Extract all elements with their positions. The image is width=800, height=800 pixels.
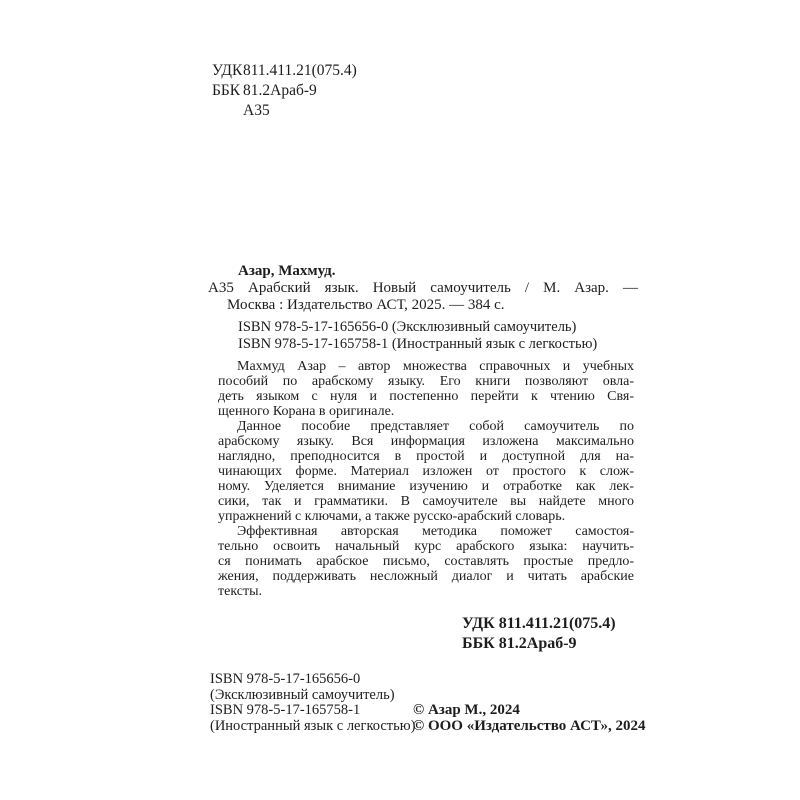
bbk-label: ББК [212, 82, 241, 99]
bbk-row [212, 81, 357, 101]
annotation-p2-line: наглядно, преподносится в простой и доступной для на- [218, 449, 634, 464]
annotation-p1-line: щенного Корана в оригинале. [218, 404, 395, 419]
udk-row [212, 61, 357, 81]
bottom-udk: УДК 811.411.21(075.4) [462, 615, 616, 632]
annotation-p3-line: жения, поддерживать несложный диалог и читать арабские [218, 569, 634, 584]
annotation-p2-line: Данное пособие представляет собой самоучитель по [237, 419, 634, 434]
bbk-value: 81.2Араб-9 [243, 82, 317, 99]
annotation-p2-line: ному. Уделяется внимание изучению и отработке как лек- [218, 479, 634, 494]
annotation-block [218, 359, 634, 599]
top-classification-block [212, 61, 357, 121]
bottom-classification-block [462, 614, 616, 653]
copyright-publisher: © ООО «Издательство АСТ», 2024 [413, 717, 646, 734]
annotation-p1-line: Махмуд Азар – автор множества справочных и учебных [237, 359, 634, 374]
author-code: А35 [243, 102, 270, 119]
annotation-p2-line: арабскому языку. Вся информация изложена максимально [218, 434, 634, 449]
udk-value: 811.411.21(075.4) [243, 62, 357, 79]
imprint-isbn-2: ISBN 978-5-17-165758-1 [210, 702, 361, 719]
author-code-row [212, 101, 357, 121]
annotation-p3-line: ся понимать арабское письмо, составлять простые предло- [218, 554, 634, 569]
annotation-p3-line: тельно освоить начальный курс арабского языка: научить- [218, 539, 634, 554]
catalog-title-line-1: Арабский язык. Новый самоучитель / М. Азар. — [248, 280, 638, 296]
imprint-copyright-block [413, 703, 646, 734]
annotation-p3-line: Эффективная авторская методика поможет самостоя- [237, 524, 634, 539]
annotation-p1-line: деть языком с нуля и постепенно перейти к чтению Свя- [218, 389, 634, 404]
annotation-p2-line: сики, так и грамматики. В самоучителе вы найдете много [218, 494, 634, 509]
catalog-author-code: А35 [208, 280, 234, 296]
udk-label: УДК [212, 62, 243, 79]
annotation-p1-line: пособий по арабскому языку. Его книги позволяют овла- [218, 374, 634, 389]
imprint-isbn-1-series: (Эксклюзивный самоучитель) [210, 686, 395, 703]
bottom-bbk: ББК 81.2Араб-9 [462, 634, 577, 652]
catalog-isbn-line-1: ISBN 978-5-17-165656-0 (Эксклюзивный самоучитель) [238, 319, 577, 335]
annotation-p2-line: упражнений с ключами, а также русско-арабский словарь. [218, 509, 566, 524]
catalog-title-line-2: Москва : Издательство АСТ, 2025. — 384 с. [227, 297, 505, 313]
catalog-author-heading: Азар, Махмуд. [238, 263, 336, 279]
copyright-author: © Азар М., 2024 [413, 702, 520, 718]
imprint-isbn-2-series: (Иностранный язык с легкостью) [210, 718, 416, 735]
catalog-card [208, 263, 638, 353]
annotation-p3-line: тексты. [218, 584, 263, 599]
imprint-isbn-block [210, 672, 415, 735]
catalog-isbn-line-2: ISBN 978-5-17-165758-1 (Иностранный язык с легкостью) [238, 336, 598, 352]
catalog-entry [208, 280, 638, 314]
annotation-p2-line: чинающих форме. Материал изложен от простого к слож- [218, 464, 634, 479]
catalog-isbn-block [238, 319, 638, 353]
imprint-isbn-1: ISBN 978-5-17-165656-0 [210, 671, 361, 687]
